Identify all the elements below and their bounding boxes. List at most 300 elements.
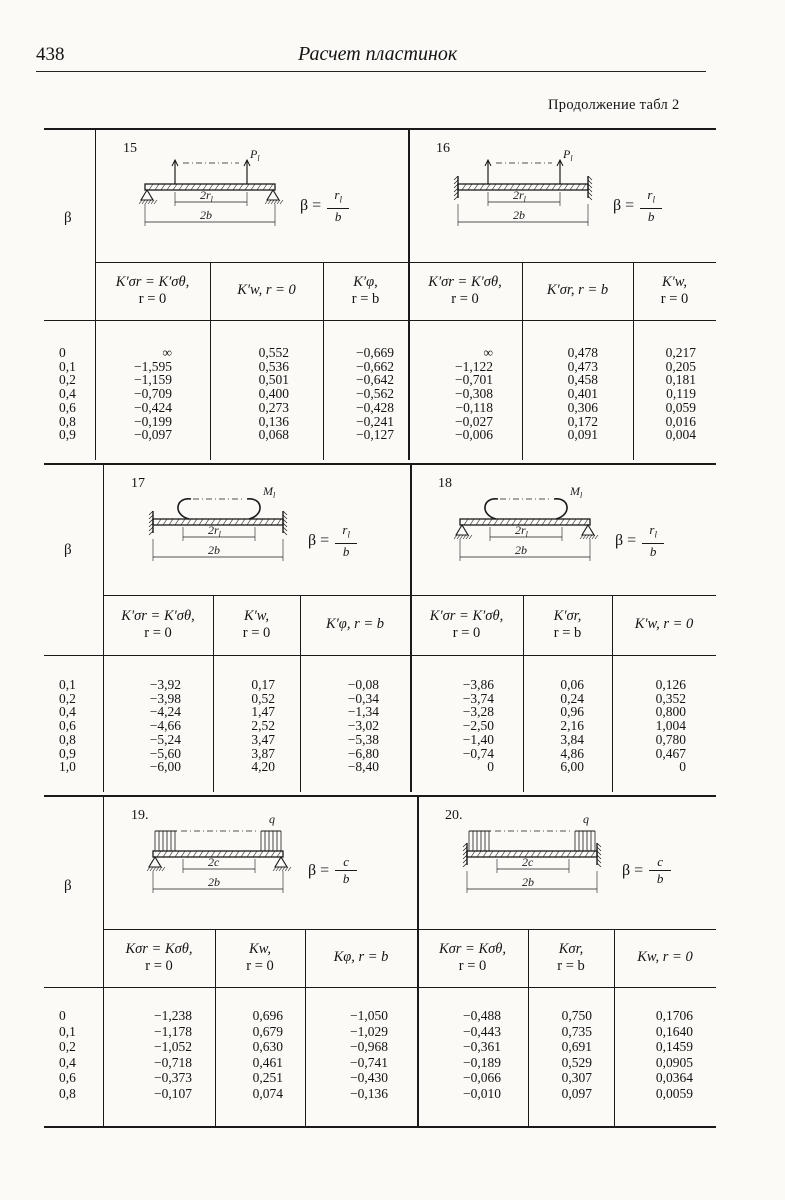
case-number: 19. <box>131 808 149 823</box>
table-cell: −1,122 <box>455 358 493 374</box>
table-cell: −0,361 <box>463 1039 501 1054</box>
beta-values <box>59 678 76 774</box>
column-values <box>421 1008 501 1101</box>
dim-inner-label: $2r_l$ <box>513 188 526 204</box>
table-cell: −0,662 <box>356 358 394 374</box>
table-cell: −0,127 <box>356 427 394 443</box>
table-cell: 0,136 <box>258 413 289 429</box>
formula-denominator: b <box>342 871 350 886</box>
pin-hatch <box>469 535 472 539</box>
header-rule <box>36 71 706 72</box>
table-cell: 3,87 <box>251 745 275 761</box>
table-cell: 0,630 <box>252 1039 283 1054</box>
column-header <box>522 282 633 299</box>
column-header-line: r = b <box>351 291 380 307</box>
table-cell: −3,86 <box>462 677 494 692</box>
table-cell: 0,06 <box>560 677 584 692</box>
beta-values <box>59 346 76 442</box>
column-values <box>314 346 394 442</box>
formula-lhs: β = <box>300 196 322 214</box>
dim-outer-label: 2b <box>208 875 220 889</box>
page-number: 438 <box>36 44 65 65</box>
beam-diagram-17 <box>135 477 305 577</box>
dim-outer-label: 2b <box>200 208 212 222</box>
plate-hatch <box>199 519 203 525</box>
column-values <box>616 346 696 442</box>
table-cell: ∞ <box>483 345 493 360</box>
column-values <box>101 678 181 774</box>
plate-hatch <box>543 851 547 857</box>
table-cell: 0,126 <box>655 677 686 692</box>
column-values <box>308 1008 388 1101</box>
pin-hatch <box>288 867 291 871</box>
table-cell: 0,691 <box>561 1039 592 1054</box>
plate-hatch <box>537 851 541 857</box>
column-header-line: K′σr, <box>553 608 582 624</box>
plate-hatch <box>474 184 478 190</box>
pin-hatch <box>142 200 145 204</box>
column-header <box>523 608 612 642</box>
table-cell: 0,217 <box>665 345 696 360</box>
formula-numerator: $r_l$ <box>342 522 350 540</box>
table-cell: −0,34 <box>347 690 379 706</box>
table-cell: −3,98 <box>149 690 181 706</box>
pin-hatch <box>276 867 279 871</box>
beta-formula <box>300 188 349 224</box>
pin-hatch <box>285 867 288 871</box>
table-cell: −0,097 <box>134 427 172 443</box>
column-header-line: r = 0 <box>242 625 271 641</box>
plate-hatch <box>488 519 492 525</box>
table-cell: −0,741 <box>350 1054 388 1070</box>
table-cell: −0,424 <box>134 399 172 415</box>
table-cell: 0,1706 <box>655 1008 693 1023</box>
dim-outer-label: 2b <box>208 543 220 557</box>
formula-fraction <box>649 855 671 886</box>
plate-hatch <box>163 851 167 857</box>
table-cell: 0,068 <box>258 427 289 443</box>
dim-outer-label: 2b <box>513 208 525 222</box>
column-header-line: K′σr = K′σθ, <box>115 274 190 290</box>
column-header <box>633 274 716 308</box>
table-cell: 0,461 <box>252 1054 283 1070</box>
column-header <box>612 616 716 633</box>
pin-hatch <box>280 200 283 204</box>
plate-hatch <box>462 184 466 190</box>
beta-value: 0,4 <box>59 1054 76 1070</box>
table-cell: 0,458 <box>567 372 598 388</box>
plate-hatch <box>149 184 153 190</box>
beta-values <box>59 1008 76 1101</box>
table-cell: 1,004 <box>655 718 686 734</box>
column-header-line: K′σr, r = b <box>546 282 609 298</box>
plate-hatch <box>546 184 550 190</box>
column-header-line: Kw, <box>249 941 271 957</box>
table-cell: −3,02 <box>347 718 379 734</box>
plate-hatch <box>181 519 185 525</box>
column-header-line: r = b <box>553 625 582 641</box>
plate-hatch <box>241 851 245 857</box>
case-number: 16 <box>436 141 450 156</box>
table-cell: −0,136 <box>350 1085 388 1101</box>
plate-hatch <box>513 851 517 857</box>
column-header <box>213 608 300 642</box>
beta-formula <box>308 523 357 559</box>
plate-hatch <box>227 184 231 190</box>
plate-hatch <box>271 519 275 525</box>
column-values <box>613 1008 693 1101</box>
column-values <box>92 346 172 442</box>
plate-hatch <box>554 519 558 525</box>
column-header-line: r = 0 <box>145 958 173 974</box>
load-label: $M_l$ <box>263 484 276 500</box>
table-cell: 2,52 <box>251 718 275 734</box>
plate-hatch <box>470 519 474 525</box>
formula-fraction <box>335 855 357 886</box>
plate-hatch <box>528 184 532 190</box>
plate-hatch <box>560 519 564 525</box>
table-cell: 0,273 <box>258 399 289 415</box>
beta-formula <box>308 855 357 886</box>
plate-hatch <box>464 519 468 525</box>
plate-hatch <box>259 851 263 857</box>
table-cell: 0,172 <box>567 413 598 429</box>
formula-fraction <box>335 523 357 559</box>
pin-support <box>275 857 287 867</box>
formula-denominator: b <box>334 208 342 224</box>
beta-formula <box>622 855 671 886</box>
plate-hatch <box>229 851 233 857</box>
pin-hatch <box>153 867 156 871</box>
pin-hatch <box>466 535 469 539</box>
beta-value: 0 <box>59 1008 66 1023</box>
plate-hatch <box>494 519 498 525</box>
column-values <box>518 346 598 442</box>
plate-hatch <box>247 519 251 525</box>
column-header-line: Kφ, r = b <box>333 949 389 965</box>
plate-hatch <box>536 519 540 525</box>
table-cell: −0,701 <box>455 372 493 388</box>
column-header <box>417 941 528 975</box>
plate-hatch <box>265 519 269 525</box>
dim-inner-label: 2c <box>208 855 220 869</box>
column-header <box>323 274 408 308</box>
moment-arc <box>554 499 567 519</box>
pin-hatch <box>265 200 268 204</box>
column-header-line: K′φ, <box>353 274 378 290</box>
column-header <box>210 282 323 299</box>
table-cell: 0,004 <box>665 427 696 443</box>
beam-diagram-18 <box>442 477 612 577</box>
table-cell: 0,52 <box>251 690 275 706</box>
column-header-line: Kσr = Kσθ, <box>125 941 193 957</box>
section-top-rule <box>44 463 716 465</box>
column-values <box>203 1008 283 1101</box>
data-rule <box>44 987 716 988</box>
beta-value: 1,0 <box>59 759 76 775</box>
table-cell: −0,968 <box>350 1039 388 1054</box>
plate-hatch <box>477 851 481 857</box>
pin-hatch <box>463 535 466 539</box>
plate-hatch <box>567 851 571 857</box>
plate-hatch <box>277 851 281 857</box>
table-cell: 0,17 <box>251 677 275 692</box>
table-cell: 0,529 <box>561 1054 592 1070</box>
column-header-line: K′σr = K′σθ, <box>429 608 504 624</box>
plate-hatch <box>552 184 556 190</box>
plate-hatch <box>175 519 179 525</box>
case-number: 20. <box>445 808 463 823</box>
plate-hatch <box>507 851 511 857</box>
plate-hatch <box>187 851 191 857</box>
column-values <box>512 1008 592 1101</box>
table-cell: 0,0364 <box>655 1070 693 1085</box>
plate-hatch <box>504 184 508 190</box>
column-header-line: K′w, r = 0 <box>237 282 296 298</box>
section-top-rule <box>44 128 716 130</box>
table-cell: −1,40 <box>462 731 494 747</box>
pin-hatch <box>273 867 276 871</box>
table-cell: 3,84 <box>560 731 584 747</box>
pin-hatch <box>162 867 165 871</box>
plate-hatch <box>482 519 486 525</box>
table-cell: −5,24 <box>149 731 181 747</box>
case-number: 18 <box>438 476 452 491</box>
table-cell: 0,400 <box>258 386 289 402</box>
table-cell: −0,669 <box>356 345 394 360</box>
dim-inner-label: $2r_l$ <box>200 188 213 204</box>
pin-hatch <box>282 867 285 871</box>
plate-hatch <box>492 184 496 190</box>
column-header <box>408 274 522 308</box>
table-cell: ∞ <box>162 345 172 360</box>
plate-hatch <box>585 851 589 857</box>
formula-fraction <box>327 188 349 224</box>
formula-lhs: β = <box>308 861 330 879</box>
table-cell: 0,091 <box>567 427 598 443</box>
pin-hatch <box>159 867 162 871</box>
table-cell: −1,595 <box>134 358 172 374</box>
pin-hatch <box>586 535 589 539</box>
table-cell: −6,80 <box>347 745 379 761</box>
table-cell: 0,205 <box>665 358 696 374</box>
plate-hatch <box>483 851 487 857</box>
pin-hatch <box>583 535 586 539</box>
load-label: $P_l$ <box>563 147 573 163</box>
dim-outer-label: 2b <box>522 875 534 889</box>
column-header-line: Kw, r = 0 <box>637 949 693 965</box>
beta-label: β <box>64 542 72 558</box>
pin-support <box>141 190 153 200</box>
pin-support <box>582 525 594 535</box>
pin-hatch <box>154 200 157 204</box>
table-cell: 0,097 <box>561 1085 592 1101</box>
formula-lhs: β = <box>622 861 644 879</box>
table-cell: −5,38 <box>347 731 379 747</box>
table-cell: 0,306 <box>567 399 598 415</box>
formula-numerator: c <box>343 854 350 869</box>
plate-hatch <box>191 184 195 190</box>
pin-hatch <box>148 200 151 204</box>
plate-hatch <box>193 519 197 525</box>
table-cell: −0,430 <box>350 1070 388 1085</box>
data-rule <box>44 320 716 321</box>
plate-hatch <box>233 184 237 190</box>
plate-hatch <box>534 184 538 190</box>
plate-hatch <box>495 851 499 857</box>
column-header <box>410 608 523 642</box>
table-cell: −0,241 <box>356 413 394 429</box>
beta-value: 0,6 <box>59 718 76 734</box>
table-cell: 0,016 <box>665 413 696 429</box>
plate-hatch <box>259 519 263 525</box>
column-header-line: K′w, <box>243 608 270 624</box>
table-cell: 0,059 <box>665 399 696 415</box>
table-cell: 0,0059 <box>655 1085 693 1101</box>
table-cell: −3,74 <box>462 690 494 706</box>
plate-hatch <box>257 184 261 190</box>
column-header-line: Kσr, <box>558 941 584 957</box>
case-number: 17 <box>131 476 145 491</box>
table-cell: 0,0905 <box>655 1054 693 1070</box>
column-header-line: r = 0 <box>451 291 479 307</box>
plate-hatch <box>555 851 559 857</box>
formula-numerator-sub: l <box>654 529 657 540</box>
table-cell: 0,1459 <box>655 1039 693 1054</box>
plate-hatch <box>468 184 472 190</box>
column-header-line: r = b <box>557 958 585 974</box>
beta-value: 0,2 <box>59 1039 76 1054</box>
pin-hatch <box>595 535 598 539</box>
table-cell: −0,443 <box>463 1023 501 1039</box>
formula-denominator: b <box>656 871 664 886</box>
formula-numerator: $r_l$ <box>647 187 655 205</box>
formula-denominator: b <box>647 208 655 224</box>
beta-value: 0,4 <box>59 704 76 720</box>
table-cell: −0,642 <box>356 372 394 388</box>
formula-fraction <box>642 523 664 559</box>
table-cell: 0,679 <box>252 1023 283 1039</box>
plate-hatch <box>247 851 251 857</box>
column-header <box>103 608 213 642</box>
plate-hatch <box>223 851 227 857</box>
plate-hatch <box>573 851 577 857</box>
beta-formula <box>615 523 664 559</box>
pin-hatch <box>147 867 150 871</box>
plate-hatch <box>161 184 165 190</box>
plate-hatch <box>501 851 505 857</box>
plate-hatch <box>570 184 574 190</box>
pin-hatch <box>454 535 457 539</box>
table-cell: 0,119 <box>666 386 696 402</box>
plate-hatch <box>265 851 269 857</box>
section-top-rule <box>44 795 716 797</box>
table-cell: 0,251 <box>252 1070 283 1085</box>
pin-hatch <box>271 200 274 204</box>
table-cell: −0,027 <box>455 413 493 429</box>
formula-lhs: β = <box>613 196 635 214</box>
plate-hatch <box>471 851 475 857</box>
table-cell: −5,60 <box>149 745 181 761</box>
plate-hatch <box>155 184 159 190</box>
moment-arc <box>485 499 498 519</box>
table-cell: 1,47 <box>251 704 275 720</box>
beta-value: 0,2 <box>59 690 76 706</box>
table-cell: −2,50 <box>462 718 494 734</box>
table-cell: −1,178 <box>154 1023 192 1039</box>
plate-hatch <box>245 184 249 190</box>
pin-hatch <box>151 200 154 204</box>
table-cell: −1,050 <box>350 1008 388 1023</box>
beta-value: 0,8 <box>59 1085 76 1101</box>
table-cell: −0,006 <box>455 427 493 443</box>
table-cell: −0,74 <box>462 745 494 761</box>
pin-hatch <box>156 867 159 871</box>
beta-value: 0,8 <box>59 413 76 429</box>
column-values <box>606 678 686 774</box>
table-cell: 3,47 <box>251 731 275 747</box>
plate-hatch <box>584 519 588 525</box>
pin-hatch <box>279 867 282 871</box>
running-title: Расчет пластинок <box>298 43 458 65</box>
plate-hatch <box>271 851 275 857</box>
table-cell: −0,488 <box>463 1008 501 1023</box>
plate-hatch <box>239 184 243 190</box>
pin-hatch <box>580 535 583 539</box>
beta-value: 0,2 <box>59 372 76 388</box>
plate-hatch <box>167 184 171 190</box>
plate-hatch <box>566 519 570 525</box>
column-header-line: K′w, <box>661 274 688 290</box>
plate-hatch <box>572 519 576 525</box>
column-header <box>103 941 215 975</box>
table-cell: −0,562 <box>356 386 394 402</box>
formula-numerator: $r_l$ <box>334 187 342 205</box>
column-header-line: Kσr = Kσθ, <box>438 941 507 957</box>
table-cell: −0,107 <box>154 1085 192 1101</box>
table-cell: 0 <box>679 759 686 775</box>
plate-hatch <box>163 519 167 525</box>
plate-hatch <box>542 519 546 525</box>
column-header <box>614 949 716 966</box>
column-values <box>209 346 289 442</box>
beta-value: 0,1 <box>59 677 76 692</box>
dim-outer-label: 2b <box>515 543 527 557</box>
pin-support <box>149 857 161 867</box>
pin-hatch <box>139 200 142 204</box>
data-rule <box>44 655 716 656</box>
formula-numerator: c <box>657 854 664 869</box>
formula-denominator: b <box>649 543 657 559</box>
plate-hatch <box>251 184 255 190</box>
pin-hatch <box>589 535 592 539</box>
table-cell: 0,352 <box>655 690 686 706</box>
plate-hatch <box>253 851 257 857</box>
formula-lhs: β = <box>308 531 330 549</box>
table-cell: 0,478 <box>567 345 598 360</box>
plate-hatch <box>263 184 267 190</box>
table-cell: 0,800 <box>655 704 686 720</box>
formula-lhs: β = <box>615 531 637 549</box>
dim-inner-label: $2r_l$ <box>515 523 528 539</box>
column-values <box>414 678 494 774</box>
plate-hatch <box>498 184 502 190</box>
moment-arc <box>247 499 260 519</box>
column-header <box>95 274 210 308</box>
beam-diagram-19 <box>135 809 305 909</box>
pin-hatch <box>457 535 460 539</box>
column-header-line: K′σr = K′σθ, <box>121 608 195 624</box>
